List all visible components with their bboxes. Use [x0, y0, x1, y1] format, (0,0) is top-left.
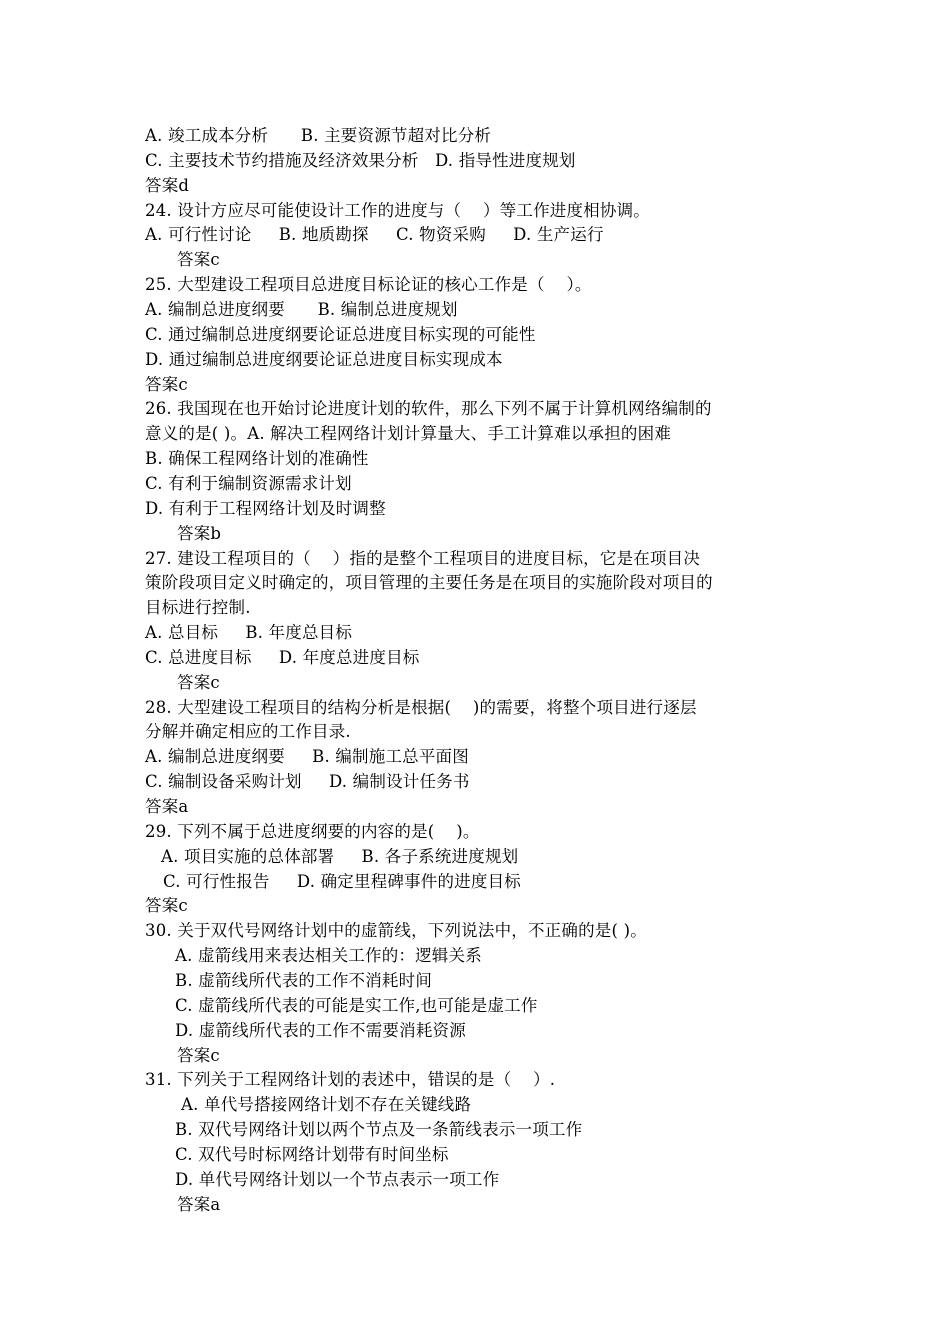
text-line: 27. 建设工程项目的（ ）指的是整个工程项目的进度目标，它是在项目决 [145, 548, 701, 568]
text-line: 答案d [145, 175, 190, 195]
text-line: 策阶段项目定义时确定的，项目管理的主要任务是在项目的实施阶段对项目的 [145, 573, 713, 593]
text-line: 25. 大型建设工程项目总进度目标论证的核心工作是（ ）。 [145, 275, 592, 295]
text-line: B. 确保工程网络计划的准确性 [145, 449, 369, 469]
text-line: 答案c [145, 374, 188, 394]
text-line: 28. 大型建设工程项目的结构分析是根据( )的需要，将整个项目进行逐层 [145, 697, 697, 717]
text-line: 26. 我国现在也开始讨论进度计划的软件，那么下列不属于计算机网络编制的 [145, 399, 712, 419]
text-line: B. 双代号网络计划以两个节点及一条箭线表示一项工作 [175, 1120, 583, 1139]
text-line: A. 总目标 B. 年度总目标 [145, 623, 353, 642]
text-line: D. 有利于工程网络计划及时调整 [145, 498, 386, 518]
text-line: 答案c [177, 250, 220, 270]
text-line: 30. 关于双代号网络计划中的虚箭线，下列说法中，不正确的是( )。 [145, 921, 647, 941]
text-line: C. 编制设备采购计划 D. 编制设计任务书 [145, 772, 470, 792]
text-line: A. 编制总进度纲要 B. 编制施工总平面图 [145, 747, 469, 767]
text-line: 答案c [145, 896, 188, 916]
text-line: 答案a [145, 797, 189, 816]
text-line: A. 编制总进度纲要 B. 编制总进度规划 [145, 300, 458, 319]
text-line: 31. 下列关于工程网络计划的表述中，错误的是（ ）. [145, 1070, 556, 1090]
text-line: 目标进行控制. [145, 598, 251, 618]
text-line: A. 单代号搭接网络计划不存在关键线路 [181, 1095, 472, 1115]
text-line: C. 总进度目标 D. 年度总进度目标 [145, 647, 420, 667]
text-line: C. 可行性报告 D. 确定里程碑事件的进度目标 [163, 871, 521, 891]
text-line: A. 可行性讨论 B. 地质勘探 C. 物资采购 D. 生产运行 [145, 225, 604, 245]
text-line: A. 项目实施的总体部署 B. 各子系统进度规划 [161, 846, 519, 866]
text-line: C. 主要技术节约措施及经济效果分析 D. 指导性进度规划 [145, 150, 576, 170]
text-line: C. 双代号时标网络计划带有时间坐标 [175, 1144, 449, 1164]
text-line: A. 虚箭线用来表达相关工作的：逻辑关系 [175, 946, 482, 966]
text-line: D. 通过编制总进度纲要论证总进度目标实现成本 [145, 349, 503, 369]
text-line: 答案c [177, 1045, 220, 1065]
text-line: 答案a [177, 1194, 221, 1214]
text-line: 意义的是( )。A. 解决工程网络计划计算量大、手工计算难以承担的困难 [145, 424, 672, 444]
text-line: C. 通过编制总进度纲要论证总进度目标实现的可能性 [145, 324, 536, 344]
text-line: D. 虚箭线所代表的工作不需要消耗资源 [175, 1020, 466, 1040]
text-line: C. 虚箭线所代表的可能是实工作,也可能是虚工作 [175, 995, 538, 1015]
text-line: C. 有利于编制资源需求计划 [145, 473, 352, 493]
text-line: 分解并确定相应的工作目录. [145, 722, 351, 742]
text-line: 答案b [177, 523, 222, 543]
text-line: 答案c [177, 672, 220, 692]
text-line: 24. 设计方应尽可能使设计工作的进度与（ ）等工作进度相协调。 [145, 200, 650, 220]
text-line: A. 竣工成本分析 B. 主要资源节超对比分析 [145, 126, 492, 145]
text-line: D. 单代号网络计划以一个节点表示一项工作 [175, 1169, 500, 1189]
text-line: 29. 下列不属于总进度纲要的内容的是( )。 [145, 821, 480, 841]
text-line: B. 虚箭线所代表的工作不消耗时间 [175, 970, 433, 990]
